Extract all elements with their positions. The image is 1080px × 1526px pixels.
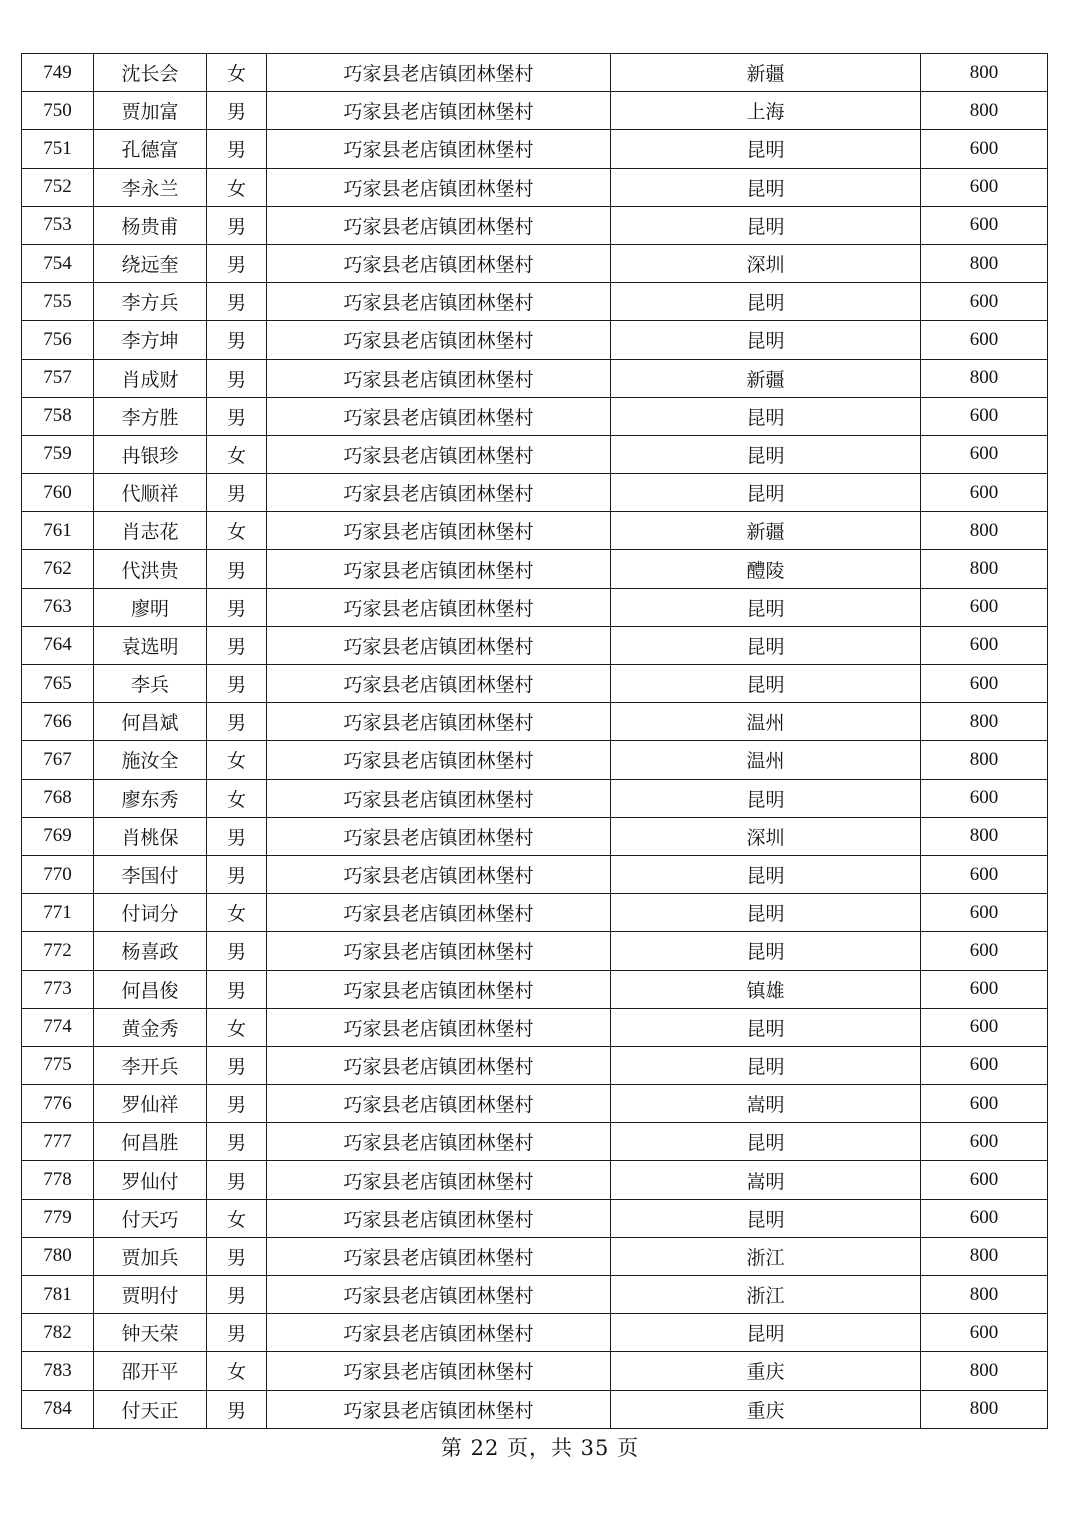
amount-cell: 800 [921,244,1048,282]
name-cell: 廖东秀 [94,779,207,817]
gender-cell: 男 [207,92,267,130]
row-number-cell: 758 [22,397,94,435]
row-number-cell: 782 [22,1314,94,1352]
address-cell: 巧家县老店镇团林堡村 [267,1390,611,1428]
destination-cell: 昆明 [611,894,921,932]
gender-cell: 女 [207,435,267,473]
destination-cell: 新疆 [611,512,921,550]
gender-cell: 男 [207,1046,267,1084]
name-cell: 李开兵 [94,1046,207,1084]
row-number-cell: 768 [22,779,94,817]
table-row [22,130,1048,168]
row-number-cell: 761 [22,512,94,550]
row-number-cell: 778 [22,1161,94,1199]
table-row [22,1161,1048,1199]
row-number-cell: 766 [22,703,94,741]
amount-cell: 600 [921,283,1048,321]
table-row [22,894,1048,932]
name-cell: 付天正 [94,1390,207,1428]
gender-cell: 男 [207,397,267,435]
address-cell: 巧家县老店镇团林堡村 [267,703,611,741]
name-cell: 杨贵甫 [94,206,207,244]
row-number-cell: 774 [22,1008,94,1046]
amount-cell: 800 [921,1352,1048,1390]
address-cell: 巧家县老店镇团林堡村 [267,283,611,321]
name-cell: 黄金秀 [94,1008,207,1046]
destination-cell: 上海 [611,92,921,130]
amount-cell: 600 [921,321,1048,359]
table-row [22,970,1048,1008]
table-row [22,1276,1048,1314]
amount-cell: 600 [921,1161,1048,1199]
row-number-cell: 771 [22,894,94,932]
gender-cell: 女 [207,168,267,206]
name-cell: 肖桃保 [94,817,207,855]
address-cell: 巧家县老店镇团林堡村 [267,1008,611,1046]
gender-cell: 女 [207,1352,267,1390]
name-cell: 李永兰 [94,168,207,206]
destination-cell: 深圳 [611,244,921,282]
amount-cell: 600 [921,1314,1048,1352]
destination-cell: 昆明 [611,130,921,168]
amount-cell: 600 [921,588,1048,626]
destination-cell: 昆明 [611,779,921,817]
gender-cell: 男 [207,130,267,168]
amount-cell: 800 [921,703,1048,741]
destination-cell: 昆明 [611,855,921,893]
destination-cell: 嵩明 [611,1161,921,1199]
name-cell: 代洪贵 [94,550,207,588]
table-row [22,1008,1048,1046]
table-row [22,92,1048,130]
name-cell: 付词分 [94,894,207,932]
table-row [22,1199,1048,1237]
name-cell: 孔德富 [94,130,207,168]
row-number-cell: 765 [22,665,94,703]
destination-cell: 昆明 [611,1046,921,1084]
destination-cell: 昆明 [611,932,921,970]
address-cell: 巧家县老店镇团林堡村 [267,359,611,397]
destination-cell: 温州 [611,741,921,779]
amount-cell: 600 [921,397,1048,435]
row-number-cell: 770 [22,855,94,893]
row-number-cell: 749 [22,54,94,92]
gender-cell: 男 [207,970,267,1008]
roster-table [21,53,1048,1429]
gender-cell: 女 [207,894,267,932]
row-number-cell: 769 [22,817,94,855]
row-number-cell: 757 [22,359,94,397]
gender-cell: 男 [207,1085,267,1123]
row-number-cell: 754 [22,244,94,282]
row-number-cell: 760 [22,474,94,512]
destination-cell: 昆明 [611,626,921,664]
destination-cell: 昆明 [611,1008,921,1046]
row-number-cell: 784 [22,1390,94,1428]
table-row [22,359,1048,397]
gender-cell: 男 [207,283,267,321]
address-cell: 巧家县老店镇团林堡村 [267,168,611,206]
table-row [22,665,1048,703]
amount-cell: 600 [921,932,1048,970]
amount-cell: 800 [921,1276,1048,1314]
amount-cell: 600 [921,779,1048,817]
name-cell: 杨喜政 [94,932,207,970]
address-cell: 巧家县老店镇团林堡村 [267,1085,611,1123]
destination-cell: 重庆 [611,1352,921,1390]
address-cell: 巧家县老店镇团林堡村 [267,321,611,359]
amount-cell: 600 [921,1085,1048,1123]
address-cell: 巧家县老店镇团林堡村 [267,970,611,1008]
name-cell: 袁选明 [94,626,207,664]
address-cell: 巧家县老店镇团林堡村 [267,1276,611,1314]
destination-cell: 镇雄 [611,970,921,1008]
table-row [22,741,1048,779]
row-number-cell: 779 [22,1199,94,1237]
roster-table-body [22,54,1048,1429]
table-row [22,283,1048,321]
gender-cell: 男 [207,665,267,703]
row-number-cell: 783 [22,1352,94,1390]
table-row [22,855,1048,893]
gender-cell: 女 [207,1199,267,1237]
amount-cell: 600 [921,168,1048,206]
address-cell: 巧家县老店镇团林堡村 [267,244,611,282]
destination-cell: 昆明 [611,665,921,703]
name-cell: 贾明付 [94,1276,207,1314]
address-cell: 巧家县老店镇团林堡村 [267,1199,611,1237]
row-number-cell: 777 [22,1123,94,1161]
name-cell: 李方胜 [94,397,207,435]
row-number-cell: 752 [22,168,94,206]
gender-cell: 女 [207,1008,267,1046]
name-cell: 肖成财 [94,359,207,397]
name-cell: 邵开平 [94,1352,207,1390]
table-row [22,550,1048,588]
destination-cell: 深圳 [611,817,921,855]
page-footer: 第 22 页，共 35 页 [440,1436,640,1460]
amount-cell: 800 [921,1237,1048,1275]
table-row [22,703,1048,741]
address-cell: 巧家县老店镇团林堡村 [267,1352,611,1390]
address-cell: 巧家县老店镇团林堡村 [267,817,611,855]
address-cell: 巧家县老店镇团林堡村 [267,512,611,550]
gender-cell: 女 [207,779,267,817]
name-cell: 廖明 [94,588,207,626]
destination-cell: 昆明 [611,1199,921,1237]
name-cell: 罗仙祥 [94,1085,207,1123]
name-cell: 贾加富 [94,92,207,130]
row-number-cell: 753 [22,206,94,244]
amount-cell: 800 [921,92,1048,130]
amount-cell: 600 [921,1199,1048,1237]
destination-cell: 新疆 [611,54,921,92]
row-number-cell: 764 [22,626,94,664]
table-row [22,1123,1048,1161]
destination-cell: 浙江 [611,1237,921,1275]
amount-cell: 800 [921,54,1048,92]
destination-cell: 昆明 [611,1314,921,1352]
amount-cell: 800 [921,550,1048,588]
amount-cell: 600 [921,206,1048,244]
name-cell: 何昌斌 [94,703,207,741]
address-cell: 巧家县老店镇团林堡村 [267,741,611,779]
gender-cell: 男 [207,1276,267,1314]
row-number-cell: 762 [22,550,94,588]
destination-cell: 昆明 [611,588,921,626]
address-cell: 巧家县老店镇团林堡村 [267,665,611,703]
amount-cell: 600 [921,130,1048,168]
destination-cell: 昆明 [611,1123,921,1161]
address-cell: 巧家县老店镇团林堡村 [267,1123,611,1161]
destination-cell: 昆明 [611,474,921,512]
gender-cell: 男 [207,1314,267,1352]
amount-cell: 600 [921,1046,1048,1084]
address-cell: 巧家县老店镇团林堡村 [267,130,611,168]
destination-cell: 昆明 [611,397,921,435]
address-cell: 巧家县老店镇团林堡村 [267,1046,611,1084]
gender-cell: 女 [207,512,267,550]
destination-cell: 昆明 [611,435,921,473]
gender-cell: 男 [207,1390,267,1428]
table-row [22,435,1048,473]
name-cell: 李国付 [94,855,207,893]
row-number-cell: 756 [22,321,94,359]
gender-cell: 男 [207,932,267,970]
address-cell: 巧家县老店镇团林堡村 [267,588,611,626]
table-row [22,474,1048,512]
name-cell: 代顺祥 [94,474,207,512]
gender-cell: 男 [207,1161,267,1199]
table-row [22,512,1048,550]
address-cell: 巧家县老店镇团林堡村 [267,397,611,435]
amount-cell: 800 [921,512,1048,550]
address-cell: 巧家县老店镇团林堡村 [267,1161,611,1199]
row-number-cell: 781 [22,1276,94,1314]
gender-cell: 男 [207,1237,267,1275]
gender-cell: 男 [207,321,267,359]
row-number-cell: 772 [22,932,94,970]
amount-cell: 800 [921,817,1048,855]
row-number-cell: 775 [22,1046,94,1084]
gender-cell: 男 [207,550,267,588]
name-cell: 冉银珍 [94,435,207,473]
name-cell: 钟天荣 [94,1314,207,1352]
address-cell: 巧家县老店镇团林堡村 [267,474,611,512]
amount-cell: 600 [921,435,1048,473]
destination-cell: 新疆 [611,359,921,397]
name-cell: 贾加兵 [94,1237,207,1275]
gender-cell: 男 [207,588,267,626]
table-row [22,932,1048,970]
amount-cell: 800 [921,1390,1048,1428]
row-number-cell: 750 [22,92,94,130]
name-cell: 李方兵 [94,283,207,321]
row-number-cell: 776 [22,1085,94,1123]
row-number-cell: 780 [22,1237,94,1275]
destination-cell: 醴陵 [611,550,921,588]
name-cell: 罗仙付 [94,1161,207,1199]
gender-cell: 女 [207,741,267,779]
address-cell: 巧家县老店镇团林堡村 [267,626,611,664]
address-cell: 巧家县老店镇团林堡村 [267,932,611,970]
gender-cell: 男 [207,626,267,664]
amount-cell: 600 [921,1008,1048,1046]
name-cell: 何昌胜 [94,1123,207,1161]
destination-cell: 昆明 [611,206,921,244]
name-cell: 何昌俊 [94,970,207,1008]
amount-cell: 600 [921,1123,1048,1161]
table-row [22,817,1048,855]
table-row [22,168,1048,206]
table-row [22,321,1048,359]
name-cell: 李方坤 [94,321,207,359]
row-number-cell: 759 [22,435,94,473]
row-number-cell: 763 [22,588,94,626]
table-row [22,626,1048,664]
table-row [22,1085,1048,1123]
amount-cell: 600 [921,474,1048,512]
name-cell: 施汝全 [94,741,207,779]
name-cell: 李兵 [94,665,207,703]
amount-cell: 600 [921,626,1048,664]
gender-cell: 男 [207,244,267,282]
address-cell: 巧家县老店镇团林堡村 [267,92,611,130]
address-cell: 巧家县老店镇团林堡村 [267,779,611,817]
gender-cell: 女 [207,54,267,92]
table-row [22,588,1048,626]
destination-cell: 嵩明 [611,1085,921,1123]
row-number-cell: 767 [22,741,94,779]
gender-cell: 男 [207,359,267,397]
amount-cell: 600 [921,665,1048,703]
address-cell: 巧家县老店镇团林堡村 [267,1237,611,1275]
amount-cell: 800 [921,741,1048,779]
destination-cell: 昆明 [611,283,921,321]
amount-cell: 600 [921,894,1048,932]
amount-cell: 800 [921,359,1048,397]
table-row [22,1237,1048,1275]
name-cell: 绕远奎 [94,244,207,282]
destination-cell: 重庆 [611,1390,921,1428]
table-row [22,779,1048,817]
table-row [22,244,1048,282]
table-row [22,54,1048,92]
table-row [22,206,1048,244]
address-cell: 巧家县老店镇团林堡村 [267,894,611,932]
gender-cell: 男 [207,206,267,244]
table-row [22,1314,1048,1352]
row-number-cell: 751 [22,130,94,168]
destination-cell: 昆明 [611,321,921,359]
gender-cell: 男 [207,1123,267,1161]
address-cell: 巧家县老店镇团林堡村 [267,206,611,244]
row-number-cell: 755 [22,283,94,321]
address-cell: 巧家县老店镇团林堡村 [267,550,611,588]
amount-cell: 600 [921,855,1048,893]
gender-cell: 男 [207,817,267,855]
table-row [22,397,1048,435]
address-cell: 巧家县老店镇团林堡村 [267,54,611,92]
table-row [22,1390,1048,1428]
gender-cell: 男 [207,474,267,512]
row-number-cell: 773 [22,970,94,1008]
name-cell: 沈长会 [94,54,207,92]
name-cell: 付天巧 [94,1199,207,1237]
address-cell: 巧家县老店镇团林堡村 [267,855,611,893]
table-row [22,1046,1048,1084]
gender-cell: 男 [207,855,267,893]
destination-cell: 浙江 [611,1276,921,1314]
destination-cell: 昆明 [611,168,921,206]
gender-cell: 男 [207,703,267,741]
address-cell: 巧家县老店镇团林堡村 [267,1314,611,1352]
name-cell: 肖志花 [94,512,207,550]
address-cell: 巧家县老店镇团林堡村 [267,435,611,473]
amount-cell: 600 [921,970,1048,1008]
table-row [22,1352,1048,1390]
destination-cell: 温州 [611,703,921,741]
